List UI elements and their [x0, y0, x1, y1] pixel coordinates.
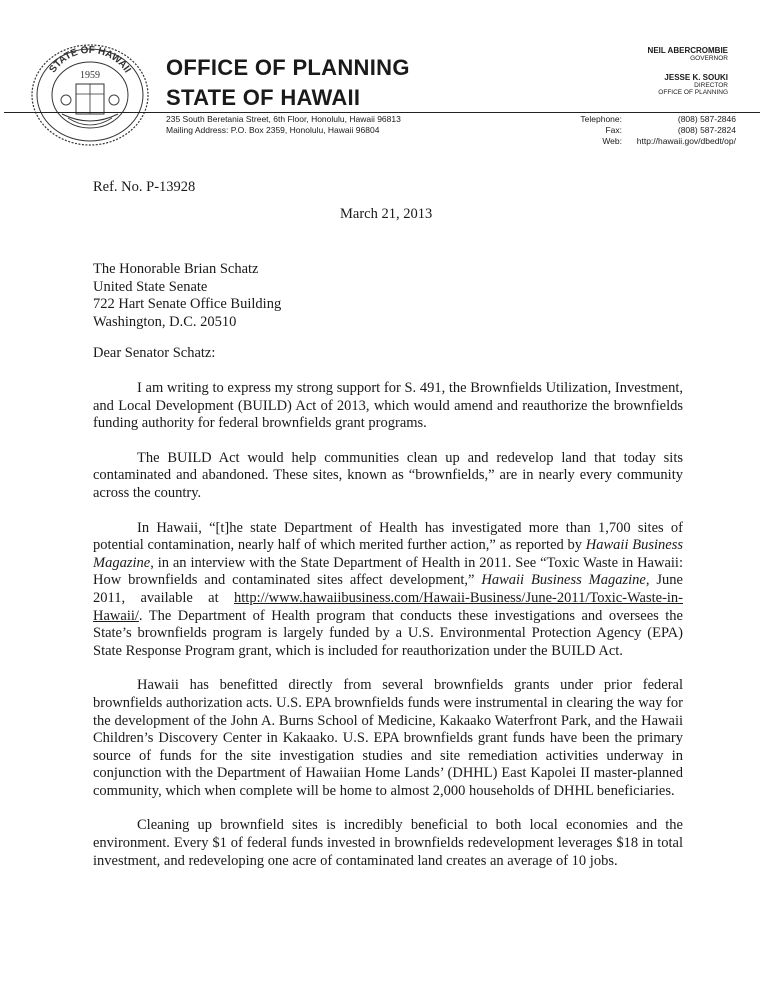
publication-title: Hawaii Business Magazine — [481, 572, 646, 589]
paragraph-3 — [93, 520, 683, 661]
recipient-line: Washington, D.C. 20510 — [93, 313, 237, 330]
director-office: OFFICE OF PLANNING — [658, 89, 728, 97]
state-seal-icon — [28, 42, 152, 148]
letterhead-divider — [4, 112, 760, 113]
recipient-address — [93, 261, 281, 331]
governor-name: NEIL ABERCROMBIE — [647, 46, 728, 55]
contact-block — [538, 114, 736, 147]
fax-value: (808) 587-2824 — [677, 125, 736, 136]
letter-body — [93, 380, 683, 870]
reference-number: Ref. No. P-13928 — [93, 179, 196, 195]
street-address: 235 South Beretania Street, 6th Floor, Honolulu, Hawaii 96813 — [166, 114, 401, 124]
paragraph-3-text: . The Department of Health program that conducts these investigations and oversees the State’s brownfields program is largely funded by a U.S. Environmental Protection Agency (EPA) State Response Program grant, which is included for reauthorization under the BUILD Act. — [93, 607, 683, 659]
seal-ring-text: STATE OF HAWAII — [47, 44, 133, 76]
mailing-address: Mailing Address: P.O. Box 2359, Honolulu, Hawaii 96804 — [166, 125, 380, 136]
recipient-line: United State Senate — [93, 278, 208, 295]
seal-year: 1959 — [80, 70, 100, 81]
paragraph-3-text: , June 2011, available at — [93, 572, 683, 606]
paragraph-2: The BUILD Act would help communities clean up and redevelop land that today sits contaminated and abandoned. These sites, known as “brownfields,” are in nearly every community across the country. — [93, 449, 683, 501]
state-title: STATE OF HAWAII — [166, 85, 361, 110]
paragraph-1: I am writing to express my strong support for S. 491, the Brownfields Utilization, Investment, and Local Development (BUILD) Act of 2013, which would amend and reauthorize the brownfields funding authority for federal brownfields grant programs. — [93, 380, 683, 432]
officials-block — [648, 46, 728, 97]
article-link[interactable]: http://www.hawaiibusiness.com/Hawaii-Business/June-2011/Toxic-Waste-in-Hawaii/ — [93, 589, 683, 624]
recipient-line: 722 Hart Senate Office Building — [93, 296, 282, 313]
web-value: http://hawaii.gov/dbedt/op/ — [636, 136, 736, 147]
telephone-value: (808) 587-2846 — [677, 114, 736, 124]
office-title: OFFICE OF PLANNING — [166, 55, 410, 80]
telephone-label: Telephone: — [580, 114, 622, 124]
paragraph-5: Cleaning up brownfield sites is incredibly beneficial to both local economies and the environment. Every $1 of federal funds invested in brownfields redevelopment leverages $18 in total investment, and redeveloping one acre of contaminated land creates an average of 10 jobs. — [93, 817, 683, 869]
director-title: DIRECTOR — [694, 81, 728, 89]
governor-title: GOVERNOR — [690, 55, 728, 63]
publication-title: Hawaii Business Magazine — [93, 537, 683, 571]
fax-label: Fax: — [605, 125, 622, 136]
salutation: Dear Senator Schatz: — [93, 345, 216, 361]
office-address — [166, 114, 401, 136]
paragraph-4: Hawaii has benefitted directly from several brownfields grants under prior federal brownfields authorization acts. U.S. EPA brownfields funds were instrumental in clearing the way for the development of the John A. Burns School of Medicine, Kakaako Waterfront Park, and the Hawaii Children’s Discovery Center in Kakaako. U.S. EPA brownfields grant funds have been the primary source of funds for the site investigation studies and site remediation activities underway in conjunction with the Department of Hawaiian Home Lands’ (DHHL) East Kapolei II master-planned community, which when complete will be home to almost 2,000 households of DHHL beneficiaries. — [93, 677, 683, 799]
paragraph-3-text: In Hawaii, “[t]he state Department of Health has investigated more than 1,700 sites of potential contamination, nearly half of which merited further action,” as reported by — [93, 519, 683, 554]
recipient-line: The Honorable Brian Schatz — [93, 261, 259, 277]
paragraph-3-text: , in an interview with the State Department of Health in 2011. See “Toxic Waste in Hawaii: How brownfields and contaminated sites affect development,” — [93, 554, 683, 589]
letter-date: March 21, 2013 — [340, 206, 433, 222]
director-name: JESSE K. SOUKI — [664, 72, 728, 82]
web-label: Web: — [602, 136, 622, 147]
